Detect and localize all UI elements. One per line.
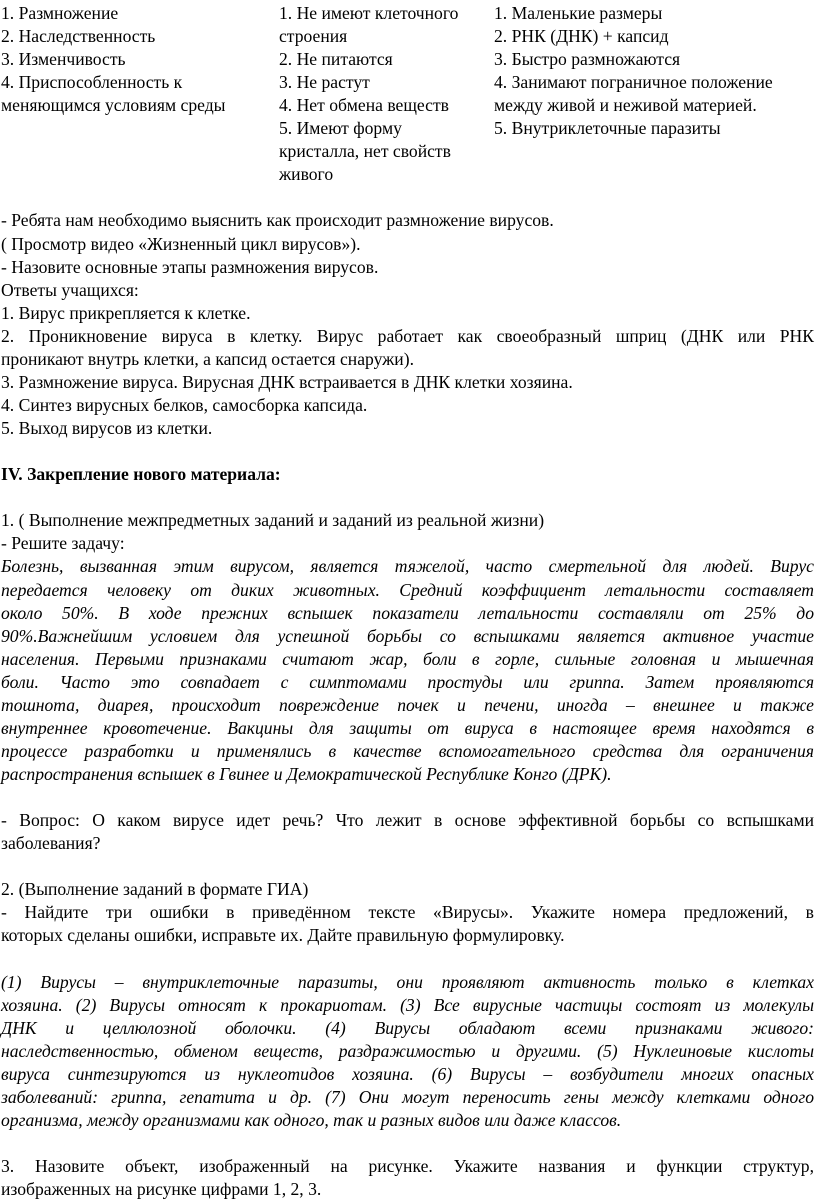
problem-text: тошнота, диарея, происходит повреждение почек и печени, иногда – внешнее и также xyxy=(1,695,814,715)
task-title: 3. Назовите объект, изображенный на рисунке. Укажите названия и функции структур, xyxy=(1,1156,814,1176)
task-text: хозяина. (2) Вирусы относят к прокариотам. (3) Все вирусные частицы состоят из молекулы xyxy=(1,995,814,1015)
table-cell: строения xyxy=(279,26,348,46)
table-cell: между живой и неживой материей. xyxy=(494,95,757,115)
problem-text: распространения вспышек в Гвинее и Демократической Республике Конго (ДРК). xyxy=(1,764,612,784)
task-text: наследственностью, обменом веществ, раздражимостью и другими. (5) Нуклеиновые кислоты xyxy=(1,1041,814,1061)
task-text: (1) Вирусы – внутриклеточные паразиты, они проявляют активность только в клетках xyxy=(1,972,814,992)
problem-text: около 50%. В ходе прежних вспышек показатели летальности составляли от 25% до xyxy=(1,603,814,623)
table-cell: живого xyxy=(279,164,334,184)
problem-text: 90%.Важнейшим условием для успешной борьбы со вспышками является активное участие xyxy=(1,626,814,646)
list-item: 1. Вирус прикрепляется к клетке. xyxy=(1,303,251,323)
table-cell: кристалла, нет свойств xyxy=(279,141,451,161)
table-cell: 2. Наследственность xyxy=(1,26,156,46)
table-cell: 5. Внутриклеточные паразиты xyxy=(494,118,721,138)
table-cell: 1. Маленькие размеры xyxy=(494,3,663,23)
section-heading: IV. Закрепление нового материала: xyxy=(1,464,281,484)
task-title: изображенных на рисунке цифрами 1, 2, 3. xyxy=(1,1179,322,1199)
paragraph: ( Просмотр видео «Жизненный цикл вирусов»). xyxy=(1,234,361,254)
list-item: 3. Размножение вируса. Вирусная ДНК встраивается в ДНК клетки хозяина. xyxy=(1,372,573,392)
table-cell: меняющимся условиям среды xyxy=(1,95,226,115)
table-cell: 3. Быстро размножаются xyxy=(494,49,681,69)
table-cell: 1. Размножение xyxy=(1,3,119,23)
task-prompt: - Найдите три ошибки в приведённом тексте «Вирусы». Укажите номера предложений, в xyxy=(1,902,814,922)
task-text: организма, между организмами как одного, так и разных видов или даже классов. xyxy=(1,1110,622,1130)
task-prompt: которых сделаны ошибки, исправьте их. Дайте правильную формулировку. xyxy=(1,925,565,945)
table-cell: 4. Нет обмена веществ xyxy=(279,95,449,115)
task-text: заболеваний: гриппа, гепатита и др. (7) Они могут переносить гены между клетками одного xyxy=(1,1087,814,1107)
table-cell: 4. Приспособленность к xyxy=(1,72,183,92)
task-title: 2. (Выполнение заданий в формате ГИА) xyxy=(1,879,309,899)
problem-text: Болезнь, вызванная этим вирусом, является тяжелой, часто смертельной для людей. Вирус xyxy=(1,556,814,576)
table-cell: 5. Имеют форму xyxy=(279,118,402,138)
table-cell: 1. Не имеют клеточного xyxy=(279,3,459,23)
question: заболевания? xyxy=(1,833,101,853)
table-cell: 2. РНК (ДНК) + капсид xyxy=(494,26,669,46)
task-text: ДНК и целлюлозной оболочки. (4) Вирусы обладают всеми признаками живого: xyxy=(1,1018,814,1038)
task-prompt: - Решите задачу: xyxy=(1,533,125,553)
paragraph: - Назовите основные этапы размножения вирусов. xyxy=(1,257,379,277)
question: - Вопрос: О каком вирусе идет речь? Что лежит в основе эффективной борьбы со вспышками xyxy=(1,810,814,830)
table-cell: 3. Не растут xyxy=(279,72,370,92)
list-item: 4. Синтез вирусных белков, самосборка капсида. xyxy=(1,395,368,415)
task-title: 1. ( Выполнение межпредметных заданий и заданий из реальной жизни) xyxy=(1,510,545,530)
problem-text: населения. Первыми признаками считают жар, боли в горле, сильные головная и мышечная xyxy=(1,649,814,669)
problem-text: передается человеку от диких животных. Средний коэффициент летальности составляет xyxy=(1,580,814,600)
problem-text: боли. Часто это совпадает с симптомами простуды или гриппа. Затем проявляются xyxy=(1,672,814,692)
list-item: 5. Выход вирусов из клетки. xyxy=(1,418,213,438)
paragraph: - Ребята нам необходимо выяснить как происходит размножение вирусов. xyxy=(1,210,554,230)
task-text: вируса синтезируются из нуклеотидов хозяина. (6) Вирусы – возбудители многих опасных xyxy=(1,1064,814,1084)
list-item: проникают внутрь клетки, а капсид остается снаружи). xyxy=(1,349,414,369)
table-cell: 3. Изменчивость xyxy=(1,49,126,69)
paragraph: Ответы учащихся: xyxy=(1,280,139,300)
problem-text: процессе разработки и применялись в качестве вспомогательного средства для ограничения xyxy=(1,741,814,761)
table-cell: 4. Занимают пограничное положение xyxy=(494,72,773,92)
table-cell: 2. Не питаются xyxy=(279,49,393,69)
problem-text: внутреннее кровотечение. Вакцины для защиты от вируса в настоящее время находятся в xyxy=(1,718,814,738)
list-item: 2. Проникновение вируса в клетку. Вирус работает как своеобразный шприц (ДНК или РНК xyxy=(1,326,814,346)
